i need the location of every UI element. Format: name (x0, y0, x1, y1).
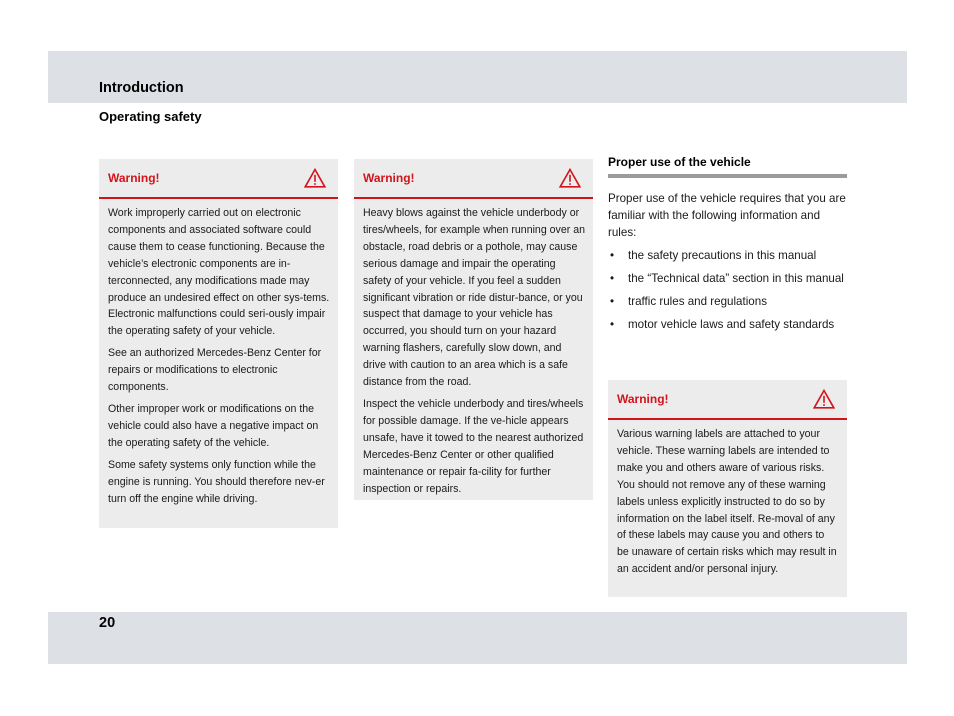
warning-body (99, 199, 338, 518)
proper-use-intro: Proper use of the vehicle requires that you are familiar with the following information and rules: (608, 192, 846, 239)
proper-use-heading: Proper use of the vehicle (608, 155, 847, 178)
section-title: Introduction (99, 80, 184, 96)
warning-paragraph: Various warning labels are attached to your vehicle. These warning labels are intended to make you and others aware of various risks. You should not remove any of these warning labels unless explicitly instructed to do so by information on the label itself. Re-moval of any of these labels may cause you and others to be unaware of certain risks which may result in an accident and/or personal injury. (617, 428, 837, 576)
footer-band (48, 612, 907, 664)
list-item: • the “Technical data” section in this manual (608, 270, 847, 287)
warning-label: Warning! (617, 392, 669, 406)
warning-paragraph: See an authorized Mercedes-Benz Center for repairs or modifications to electronic components. (108, 347, 322, 394)
warning-paragraph: Inspect the vehicle underbody and tires/wheels for possible damage. If the ve-hicle appears unsafe, have it towed to the nearest authorized Mercedes-Benz Center or other qualified maintenance or repair fa-cility for further inspection or repairs. (363, 397, 584, 495)
proper-use-section (608, 155, 847, 339)
warning-paragraph: Heavy blows against the vehicle underbody or tires/wheels, for example when running over an obstacle, road debris or a pothole, may cause serious damage and impair the operating safety of your vehicle. If you feel a sudden significant vibration or ride distur-bance, or you suspect that damage to your vehicle has occurred, you should turn on your hazard warning flashers, carefully slow down, and drive with caution to an area which is a safe distance from the road. (363, 207, 585, 389)
warning-box-labels (608, 380, 847, 597)
warning-label: Warning! (108, 171, 160, 185)
warning-triangle-icon (813, 389, 835, 409)
warning-header (354, 159, 593, 199)
warning-paragraph: Work improperly carried out on electronic components and associated software could cause them to cease functioning. Because the vehicle’s electronic components are in-terconnected, any modifications made may produce an undesired effect on other sys-tems. Electronic malfunctions could seri-ously impair the operating safety of your vehicle. (108, 207, 330, 338)
warning-triangle-icon (304, 168, 326, 188)
warning-triangle-icon (559, 168, 581, 188)
warning-box-underbody (354, 159, 593, 500)
list-item: • motor vehicle laws and safety standards (608, 316, 847, 333)
warning-label: Warning! (363, 171, 415, 185)
subsection-title: Operating safety (99, 109, 202, 124)
page-number: 20 (99, 615, 116, 631)
warning-body (608, 420, 847, 589)
warning-body (354, 199, 593, 508)
list-item: • traffic rules and regulations (608, 293, 847, 310)
warning-paragraph: Some safety systems only function while the engine is running. You should therefore nev-er turn off the engine while driving. (108, 458, 325, 505)
warning-header (99, 159, 338, 199)
warning-header (608, 380, 847, 420)
warning-box-electronics (99, 159, 338, 528)
warning-paragraph: Other improper work or modifications on the vehicle could also have a negative impact on the operating safety of the vehicle. (108, 402, 319, 449)
list-item: • the safety precautions in this manual (608, 247, 847, 264)
proper-use-list (608, 247, 847, 333)
